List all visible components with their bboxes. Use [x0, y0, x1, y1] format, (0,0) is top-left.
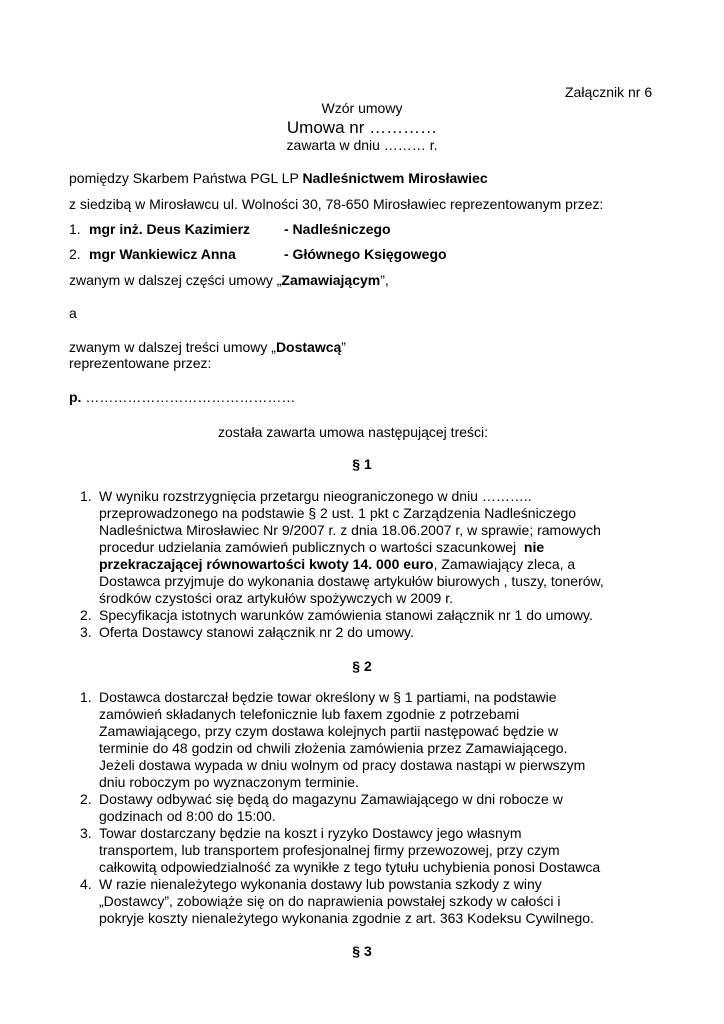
supplier-rep-line	[69, 389, 295, 406]
rep2-number: 2.	[69, 246, 81, 262]
item-line: W razie nienależytego wykonania dostawy lub powstania szkody z winy	[99, 876, 542, 892]
item-line: przeprowadzonego na podstawie § 2 ust. 1 pkt c Zarządzenia Nadleśniczego	[99, 505, 577, 521]
section-2-list	[80, 689, 640, 927]
supplier-term: Dostawcą	[275, 339, 342, 355]
representative-1	[69, 221, 391, 238]
contract-title: Umowa nr …………	[286, 118, 438, 137]
section-2-item-4	[80, 876, 640, 927]
section-1-list	[80, 488, 640, 641]
item-line: Dostawca przyjmuje do wykonania dostawę artykułów biurowych , tuszy, tonerów,	[99, 573, 604, 589]
section-1-item-3	[80, 624, 640, 641]
item-line	[99, 556, 640, 573]
employer-seat: z siedzibą w Mirosławcu ul. Wolności 30, 78-650 Mirosławiec reprezentowanym przez:	[69, 196, 604, 212]
item-number: 2.	[80, 791, 92, 807]
item-line: godzinach od 8:00 do 15:00.	[99, 808, 276, 824]
item-bold-text: przekraczającej równowartości kwoty 14. 000 euro	[99, 556, 434, 572]
item-line: Oferta Dostawcy stanowi załącznik nr 2 do umowy.	[99, 624, 414, 640]
between-text: pomiędzy Skarbem Państwa PGL LP	[69, 170, 303, 186]
section-2-heading: § 2	[352, 658, 372, 674]
employer-definition	[69, 272, 389, 289]
item-number: 4.	[80, 876, 92, 892]
item-line: transportem, lub transportem profesjonalnej firmy przewozowej, przy czym	[99, 842, 560, 858]
supplier-definition	[69, 339, 346, 356]
rep1-role: - Nadleśniczego	[284, 221, 391, 237]
item-line: pokryje koszty nienależytego wykonania zgodnie z art. 363 Kodeksu Cywilnego.	[99, 910, 594, 926]
item-line: Nadleśnictwa Mirosławiec Nr 9/2007 r. z dnia 18.06.2007 r, w sprawie; ramowych	[99, 522, 601, 538]
section-3-heading: § 3	[352, 943, 372, 959]
section-1-heading: § 1	[352, 456, 372, 472]
rep1-name: mgr inż. Deus Kazimierz	[89, 221, 251, 237]
item-line: środków czystości oraz artykułów spożywczych w 2009 r.	[99, 590, 454, 606]
item-line: Specyfikacja istotnych warunków zamówienia stanowi załącznik nr 1 do umowy.	[99, 607, 593, 623]
item-line: dniu roboczym po wyznaczonym terminie.	[99, 774, 359, 790]
employer-def-prefix: zwanym w dalszej części umowy „	[69, 272, 282, 288]
item-number: 3.	[80, 825, 92, 841]
item-line: całkowitą odpowiedzialność za wynikłe z tego tytułu uchybienia ponosi Dostawca	[99, 859, 601, 875]
parties-between	[69, 170, 488, 187]
item-line: zamówień składanych telefonicznie lub faxem zgodnie z potrzebami	[99, 706, 520, 722]
section-2-item-3	[80, 825, 640, 876]
item-line: Towar dostarczany będzie na koszt i ryzyko Dostawcy jego własnym	[99, 825, 522, 841]
item-line: Jeżeli dostawa wypada w dniu wolnym od pracy dostawa nastąpi w pierwszym	[99, 757, 586, 773]
section-1-item-2	[80, 607, 640, 624]
and-conjunction: a	[69, 305, 77, 321]
rep2-name: mgr Wankiewicz Anna	[89, 246, 236, 262]
template-label: Wzór umowy	[321, 100, 403, 116]
p-label: p.	[69, 389, 82, 405]
item-bold-text: nie	[523, 539, 545, 555]
section-2-item-1	[80, 689, 640, 791]
item-line: Dostawy odbywać się będą do magazynu Zamawiającego w dni robocze w	[99, 791, 563, 807]
section-2-item-2	[80, 791, 640, 825]
representative-2	[69, 246, 447, 263]
item-line	[99, 539, 640, 556]
concluded-content: została zawarta umowa następującej treści:	[218, 424, 489, 440]
employer-def-suffix: ”,	[380, 272, 389, 288]
item-line-text: procedur udzielania zamówień publicznych o wartości szacunkowej	[99, 539, 524, 555]
employer-term: Zamawiającym	[281, 272, 381, 288]
item-line-text: , Zamawiający zleca, a	[433, 556, 576, 572]
contract-date: zawarta w dniu ……… r.	[286, 137, 438, 153]
item-number: 2.	[80, 607, 92, 623]
p-dots: ………………………………………	[81, 389, 296, 405]
employer-name: Nadleśnictwem Mirosławiec	[302, 170, 488, 186]
item-number: 1.	[80, 689, 92, 705]
item-line: Dostawca dostarczał będzie towar określony w § 1 partiami, na podstawie	[99, 689, 557, 705]
item-line: Zamawiającego, przy czym dostawa kolejnych partii następować będzie w	[99, 723, 559, 739]
rep2-role: - Głównego Księgowego	[284, 246, 447, 262]
item-number: 1.	[80, 488, 92, 504]
supplier-represented: reprezentowane przez:	[69, 355, 212, 371]
item-number: 3.	[80, 624, 92, 640]
item-line: W wyniku rozstrzygnięcia przetargu nieograniczonego w dniu ………..	[99, 488, 532, 504]
supplier-def-prefix: zwanym w dalszej treści umowy „	[69, 339, 276, 355]
attachment-label: Załącznik nr 6	[565, 84, 653, 100]
item-line: „Dostawcy”, zobowiąże się on do naprawienia powstałej szkody w całości i	[99, 893, 561, 909]
rep1-number: 1.	[69, 221, 81, 237]
supplier-def-suffix: ”	[341, 339, 346, 355]
section-1-item-1	[80, 488, 640, 607]
item-line: terminie do 48 godzin od chwili złożenia zamówienia przez Zamawiającego.	[99, 740, 568, 756]
